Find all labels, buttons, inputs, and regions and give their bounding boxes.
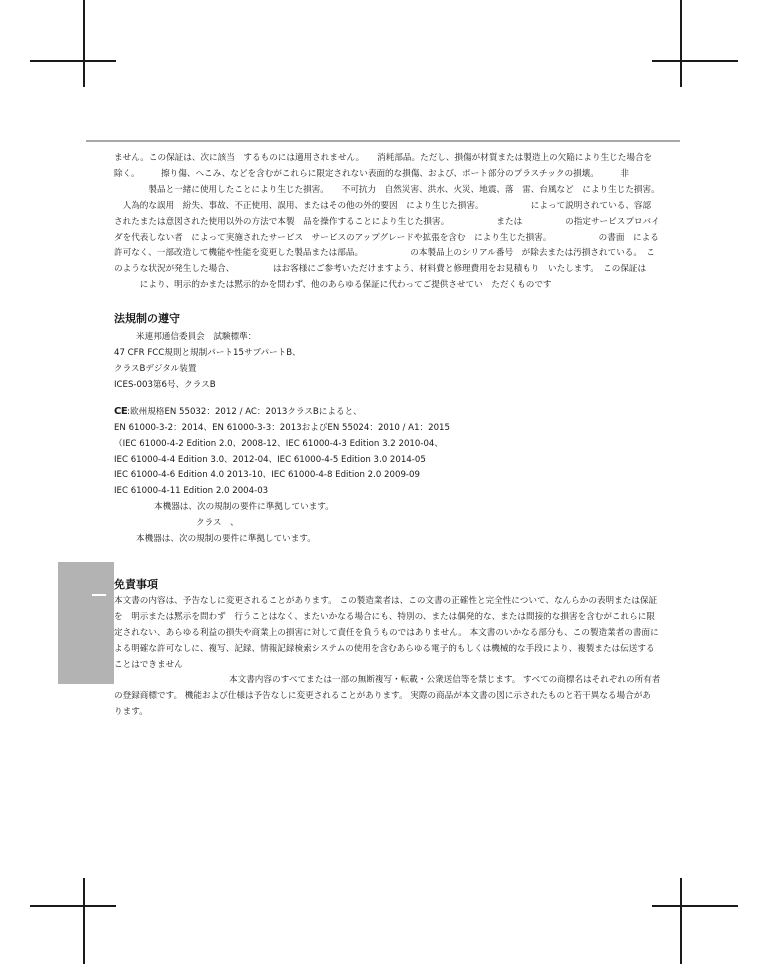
regulatory-heading: 法規制の遵守 <box>114 312 180 326</box>
header-rule <box>86 140 680 142</box>
ce-line: IEC 61000-4-6 Edition 4.0 2013-10、IEC 61000-4-8 Edition 2.0 2009-09 <box>114 470 420 481</box>
crop-mark <box>680 0 682 87</box>
ce-line: EN 61000-3-2：2014、EN 61000-3-3：2013およびEN 55024：2010 / A1：2015 <box>114 422 450 433</box>
ce-line: （IEC 61000-4-2 Edition 2.0、2008-12、IEC 61000-4-3 Edition 3.2 2010-04、 <box>114 438 443 449</box>
ce-mark-icon: CE <box>114 405 128 417</box>
disclaimer-line: の登録商標です。 機能および仕様は予告なしに変更されることがあります。 実際の商品が本文書の図に示されたものと若干異なる場合があ <box>114 691 651 702</box>
disclaimer-line: 本文書の内容は、予告なしに変更されることがあります。 この製造業者は、この文書の正確性と完全性について、なんらかの表明または保証 <box>114 595 658 606</box>
crop-mark <box>652 905 738 907</box>
fcc-line: ICES-003第6号、クラスB <box>114 379 216 390</box>
crop-mark <box>652 60 738 62</box>
disclaimer-heading: 免責事項 <box>114 577 158 591</box>
disclaimer-line: よる明確な許可なしに、複写、記録、情報記録検索システムの使用を含むあらゆる電子的もしくは機械的な手段により、複製または伝送する <box>114 643 655 654</box>
crop-mark <box>83 0 85 87</box>
fcc-line: 47 CFR FCC規則と規制パート15サブパートB、 <box>114 348 301 359</box>
warranty-line: 製品と一緒に使用したことにより生じた損害。 不可抗力 自然災害、洪水、火災、地震、落 雷、台風など により生じた損害。 <box>114 184 660 195</box>
regulatory-section <box>114 312 653 548</box>
ce-line: IEC 61000-4-11 Edition 2.0 2004-03 <box>114 486 269 497</box>
fcc-line: 米連邦通信委員会 試験標準： <box>136 332 257 343</box>
copyright-line: 本文書内容のすべてまたは一部の無断複写・転載・公衆送信等を禁じます。 すべての商標名はそれぞれの所有者 <box>229 675 661 686</box>
crop-mark <box>83 878 85 964</box>
page-content <box>114 151 661 721</box>
section-side-tab <box>58 562 114 684</box>
warranty-line: ダを代表しない者 によって実施されたサービス サービスのアップグレードや拡張を含む により生じた損害。 の書面 による <box>114 232 659 243</box>
fcc-line: クラスBデジタル装置 <box>114 363 197 374</box>
ce-line: IEC 61000-4-4 Edition 3.0、2012-04、IEC 61000-4-5 Edition 3.0 2014-05 <box>114 454 426 465</box>
disclaimer-line: ります。 <box>114 707 148 718</box>
warranty-exclusions <box>114 151 660 294</box>
warranty-line: のような状況が発生した場合、 はお客様にご参考いただけますよう、材料費と修理費用をお見積もり いたします。 この保証は <box>114 264 647 275</box>
crop-mark <box>680 878 682 964</box>
side-tab-marker <box>92 594 106 596</box>
warranty-line: 人為的な誤用 紛失、事故、不正使用、誤用、またはその他の外的要因 により生じた損害。 によって説明されている、容認 <box>114 200 652 211</box>
compliance-line: 本機器は、次の規制の要件に準拠しています。 <box>154 502 334 513</box>
disclaimer-line: を 明示または黙示を問わず 行うことはなく、またいかなる場合にも、特別の、または偶発的な、または間接的な損害を含むがこれらに限 <box>114 611 655 622</box>
warranty-line: 許可なく、一部改造して機能や性能を変更した製品または部品。 の本製品上のシリアル番号 が除去または汚損されている。 こ <box>114 248 655 259</box>
warranty-line: されたまたは意図された使用以外の方法で本製 品を操作することにより生じた損害。 または の指定サービスプロバイ <box>114 216 660 227</box>
warranty-line: により、明示的かまたは黙示的かを問わず、他のあらゆる保証に代わってご提供させてい ただくものです <box>114 280 552 291</box>
ce-first-line-text: :欧州規格EN 55032：2012 / AC：2013クラスBによると、 <box>127 406 362 417</box>
ce-first-line <box>114 404 653 421</box>
disclaimer-line: ことはできません <box>114 659 183 670</box>
warranty-line: ません。この保証は、次に該当 するものには適用されません。 消耗部品。ただし、損傷が材質または製造上の欠陥により生じた場合を <box>114 153 653 163</box>
crop-mark <box>30 60 116 62</box>
disclaimer-line: 定されない、あらゆる利益の損失や商業上の損害に対して責任を負うものではありません。 本文書のいかなる部分も、この製造業者の書面に <box>114 627 659 638</box>
compliance-line: 本機器は、次の規制の要件に準拠しています。 <box>136 534 316 545</box>
warranty-line: 除く。 擦り傷、へこみ、などを含むがこれらに限定されない表面的な損傷、および、ポート部分のプラスチックの損壊。 非 <box>114 168 629 179</box>
class-line: クラス 、 <box>196 518 239 529</box>
disclaimer-section <box>114 577 661 721</box>
crop-mark <box>30 905 116 907</box>
